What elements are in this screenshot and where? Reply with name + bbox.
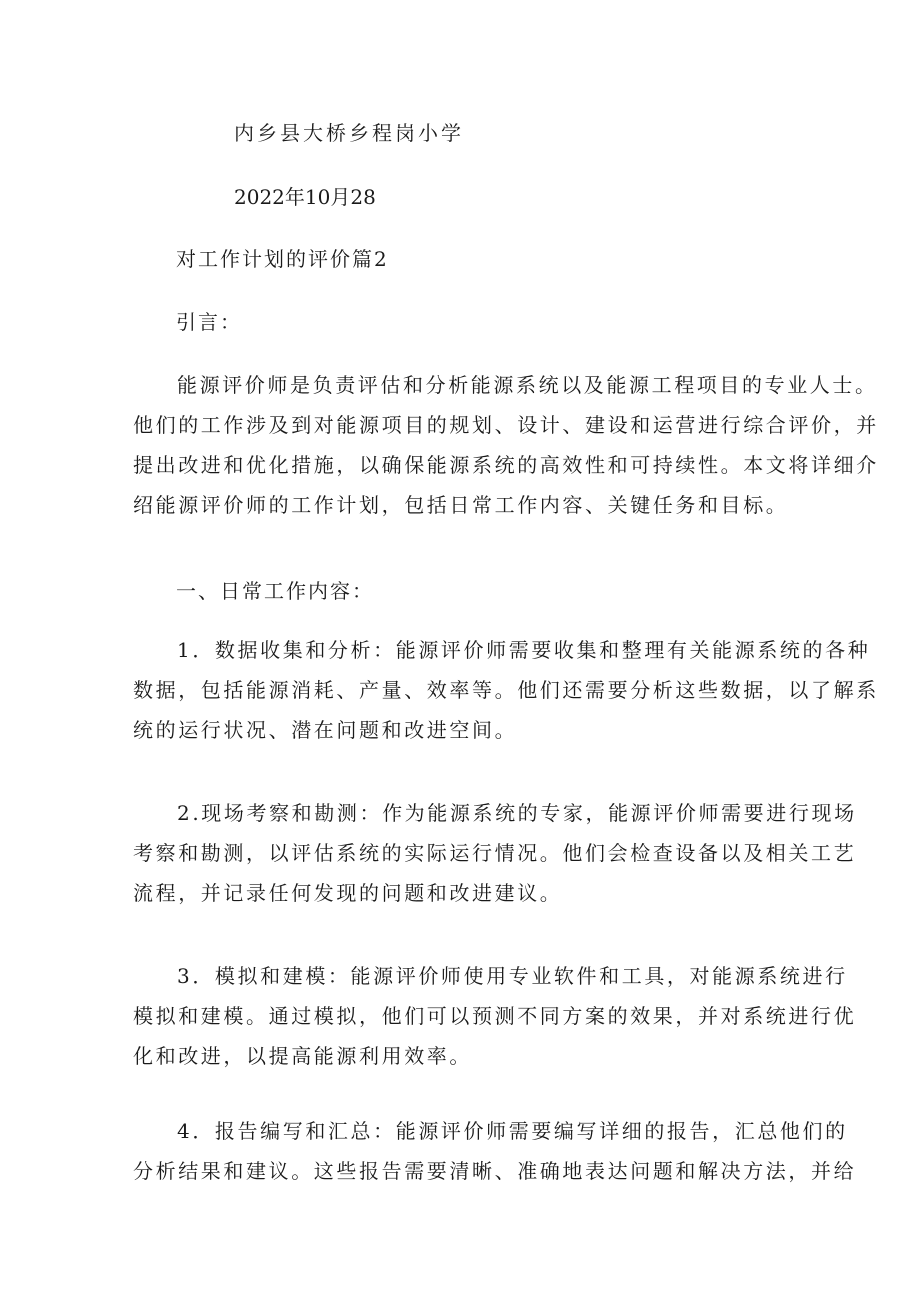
paragraph-line: 数据，包括能源消耗、产量、效率等。他们还需要分析这些数据，以了解系 [133, 678, 879, 702]
item-report-writing [133, 1111, 857, 1191]
item-simulation [133, 956, 857, 1076]
paragraph-line: 能源评价师是负责评估和分析能源系统以及能源工程项目的专业人士。 [177, 373, 878, 397]
intro-paragraph [133, 365, 879, 525]
document-title: 对工作计划的评价篇2 [176, 247, 389, 271]
paragraph-line: 提出改进和优化措施，以确保能源系统的高效性和可持续性。本文将详细介 [133, 453, 879, 477]
paragraph-line: 4．报告编写和汇总：能源评价师需要编写详细的报告，汇总他们的 [177, 1119, 848, 1143]
paragraph-line: 化和改进，以提高能源利用效率。 [133, 1044, 472, 1068]
paragraph-line: 绍能源评价师的工作计划，包括日常工作内容、关键任务和目标。 [133, 493, 789, 517]
section-heading: 一、日常工作内容： [176, 579, 374, 603]
paragraph-line: 分析结果和建议。这些报告需要清晰、准确地表达问题和解决方法，并给 [133, 1159, 857, 1183]
paragraph-line: 他们的工作涉及到对能源项目的规划、设计、建设和运营进行综合评价，并 [133, 413, 879, 437]
paragraph-line: 流程，并记录任何发现的问题和改进建议。 [133, 881, 563, 905]
item-site-survey [133, 793, 857, 913]
intro-heading: 引言： [176, 310, 242, 334]
paragraph-line: 1．数据收集和分析：能源评价师需要收集和整理有关能源系统的各种 [177, 638, 871, 662]
paragraph-line: 统的运行状况、潜在问题和改进空间。 [133, 718, 518, 742]
item-data-collection [133, 630, 879, 750]
document-date: 2022年10月28 [234, 185, 376, 209]
paragraph-line: 2.现场考察和勘测：作为能源系统的专家，能源评价师需要进行现场 [177, 801, 857, 825]
school-name: 内乡县大桥乡程岗小学 [234, 121, 464, 145]
paragraph-line: 3．模拟和建模：能源评价师使用专业软件和工具，对能源系统进行 [177, 964, 848, 988]
paragraph-line: 考察和勘测，以评估系统的实际运行情况。他们会检查设备以及相关工艺 [133, 841, 857, 865]
paragraph-line: 模拟和建模。通过模拟，他们可以预测不同方案的效果，并对系统进行优 [133, 1004, 857, 1028]
